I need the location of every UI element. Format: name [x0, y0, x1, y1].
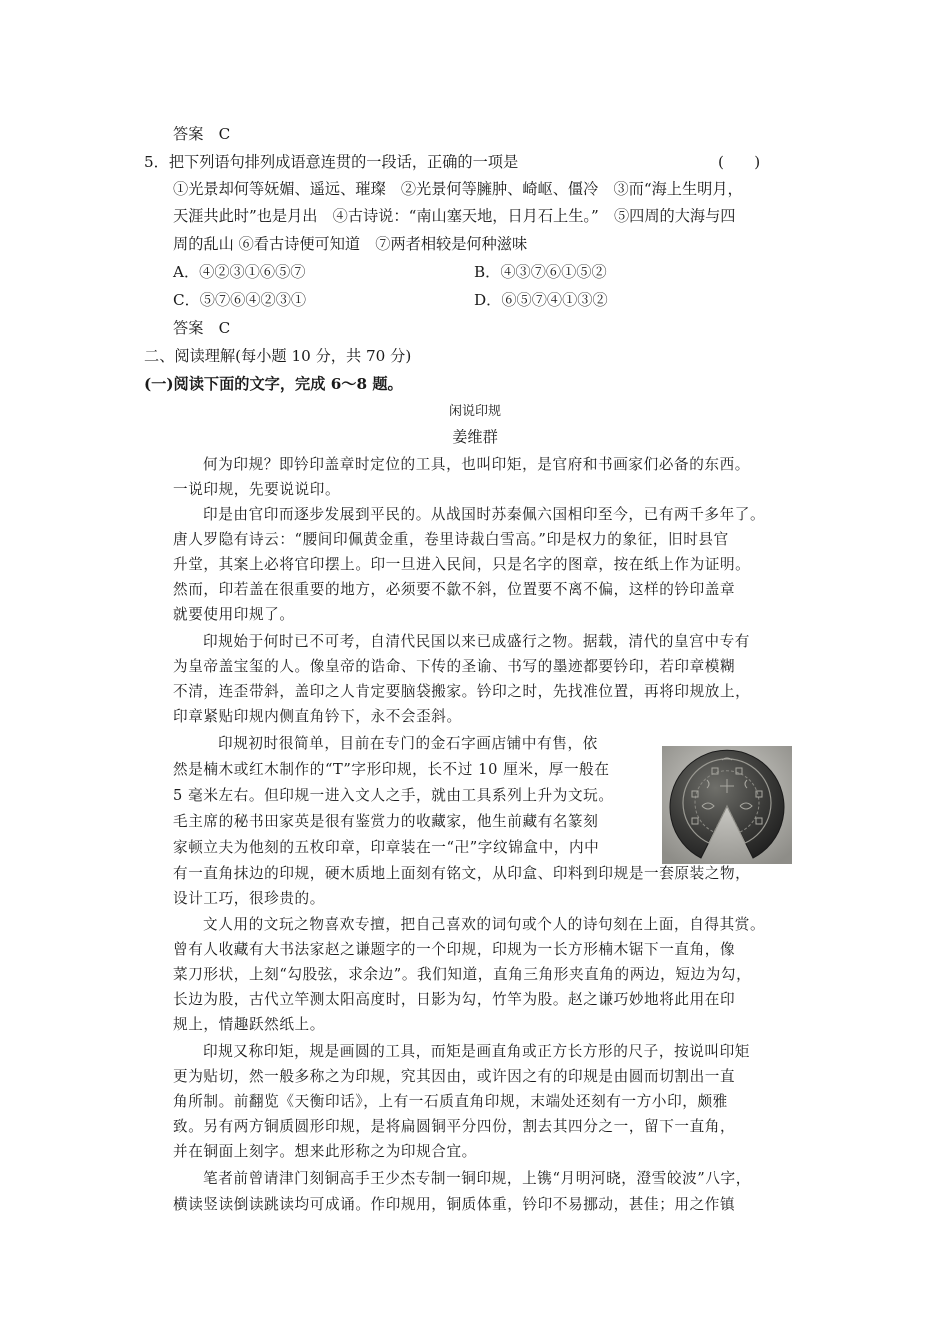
article-author: 姜维群	[452, 428, 498, 446]
article-line: 为皇帝盖宝玺的人。像皇帝的诰命、下传的圣谕、书写的墨迹都要钤印，若印章模糊	[173, 658, 736, 675]
article-line: 印规始于何时已不可考，自清代民国以来已成盛行之物。据载，清代的皇宫中专有	[203, 633, 750, 650]
article-line: 不清，连歪带斜，盖印之人肯定要脑袋搬家。钤印之时，先找准位置，再将印规放上，	[173, 683, 751, 700]
bronze-seal-ruler-image	[662, 746, 792, 864]
question-5-stem: 5．把下列语句排列成语意连贯的一段话，正确的一项是	[144, 153, 519, 171]
q5-option-line: ①光景却何等妩媚、遥远、璀璨 ②光景何等臃肿、崎岖、僵冷 ③而“海上生明月，	[173, 180, 743, 198]
article-line: 家顿立夫为他刻的五枚印章，印章装在一“卍”字纹锦盒中，内中	[173, 839, 600, 856]
answer-q5: 答案 C	[173, 319, 231, 337]
article-line: 印规又称印矩，规是画圆的工具，而矩是画直角或正方长方形的尺子，按说叫印矩	[203, 1043, 750, 1060]
article-line: 印是由官印而逐步发展到平民的。从战国时苏秦佩六国相印至今，已有两千多年了。	[203, 506, 766, 523]
q5-option-line: 周的乱山 ⑥看古诗便可知道 ⑦两者相较是何种滋味	[173, 235, 528, 253]
article-line: 就要使用印规了。	[173, 606, 295, 623]
article-line: 有一直角抹边的印规，硬木质地上面刻有铭文，从印盒、印料到印规是一套原装之物，	[173, 865, 751, 882]
article-line: 致。另有两方铜质圆形印规，是将扁圆铜平分四份，割去其四分之一，留下一直角，	[173, 1118, 736, 1135]
article-line: 印章紧贴印规内侧直角钤下，永不会歪斜。	[173, 708, 462, 725]
article-line: 毛主席的秘书田家英是很有鉴赏力的收藏家，他生前藏有名篆刻	[173, 813, 599, 830]
choice-c: C．⑤⑦⑥④②③①	[173, 291, 307, 309]
choice-a: A．④②③①⑥⑤⑦	[173, 263, 306, 281]
choice-b: B．④③⑦⑥①⑤②	[474, 263, 607, 281]
section-title: 二、阅读理解(每小题 10 分，共 70 分)	[144, 347, 412, 365]
seal-ruler-photo	[662, 746, 792, 864]
article-line: 文人用的文玩之物喜欢专擅，把自己喜欢的词句或个人的诗句刻在上面，自得其赏。	[203, 916, 766, 933]
answer-bracket: ( )	[718, 153, 761, 171]
article-line: 长边为股，古代立竿测太阳高度时，日影为勾，竹竿为股。赵之谦巧妙地将此用在印	[173, 991, 736, 1008]
article-line: 曾有人收藏有大书法家赵之谦题字的一个印规，印规为一长方形楠木锯下一直角，像	[173, 941, 736, 958]
article-line: 角所制。前翻览《天衡印话》，上有一石质直角印规，末端处还刻有一方小印，颇雅	[173, 1093, 728, 1110]
article-line: 笔者前曾请津门刻铜高手王少杰专制一铜印规，上镌“月明河晓，澄雪皎波”八字，	[203, 1170, 751, 1187]
article-line: 更为贴切，然一般多称之为印规，究其因由，或许因之有的印规是由圆而切割出一直	[173, 1068, 736, 1085]
article-line: 规上，情趣跃然纸上。	[173, 1016, 325, 1033]
article-line: 菜刀形状，上刻“勾股弦，求余边”。我们知道，直角三角形夹直角的两边，短边为勾，	[173, 966, 752, 983]
article-line: 5 毫米左右。但印规一进入文人之手，就由工具系列上升为文玩。	[173, 787, 614, 804]
answer-q4: 答案 C	[173, 125, 231, 143]
article-line: 唐人罗隐有诗云：“腰间印佩黄金重，卷里诗裁白雪高。”印是权力的象征，旧时县官	[173, 531, 729, 548]
choice-d: D．⑥⑤⑦④①③②	[474, 291, 608, 309]
article-line: 印规初时很简单，目前在专门的金石字画店铺中有售，依	[218, 735, 598, 752]
section-subtitle: (一)阅读下面的文字，完成 6～8 题。	[144, 375, 403, 393]
article-line: 一说印规，先要说说印。	[173, 481, 341, 498]
article-line: 设计工巧，很珍贵的。	[173, 890, 325, 907]
article-line: 升堂，其案上必将官印摆上。印一旦进入民间，只是名字的图章，按在纸上作为证明。	[173, 556, 751, 573]
article-line: 何为印规？即钤印盖章时定位的工具，也叫印矩，是官府和书画家们必备的东西。	[203, 456, 750, 473]
article-line: 横读竖读倒读跳读均可成诵。作印规用，铜质体重，钤印不易挪动，甚佳；用之作镇	[173, 1196, 736, 1213]
article-line: 然而，印若盖在很重要的地方，必须要不歙不斜，位置要不离不偏，这样的钤印盖章	[173, 581, 736, 598]
q5-option-line: 天涯共此时”也是月出 ④古诗说：“南山塞天地，日月石上生。” ⑤四周的大海与四	[173, 207, 736, 225]
article-line: 并在铜面上刻字。想来此形称之为印规合宜。	[173, 1143, 477, 1160]
article-line: 然是楠木或红木制作的“T”字形印规，长不过 10 厘米，厚一般在	[173, 761, 610, 778]
article-title: 闲说印规	[448, 404, 501, 419]
